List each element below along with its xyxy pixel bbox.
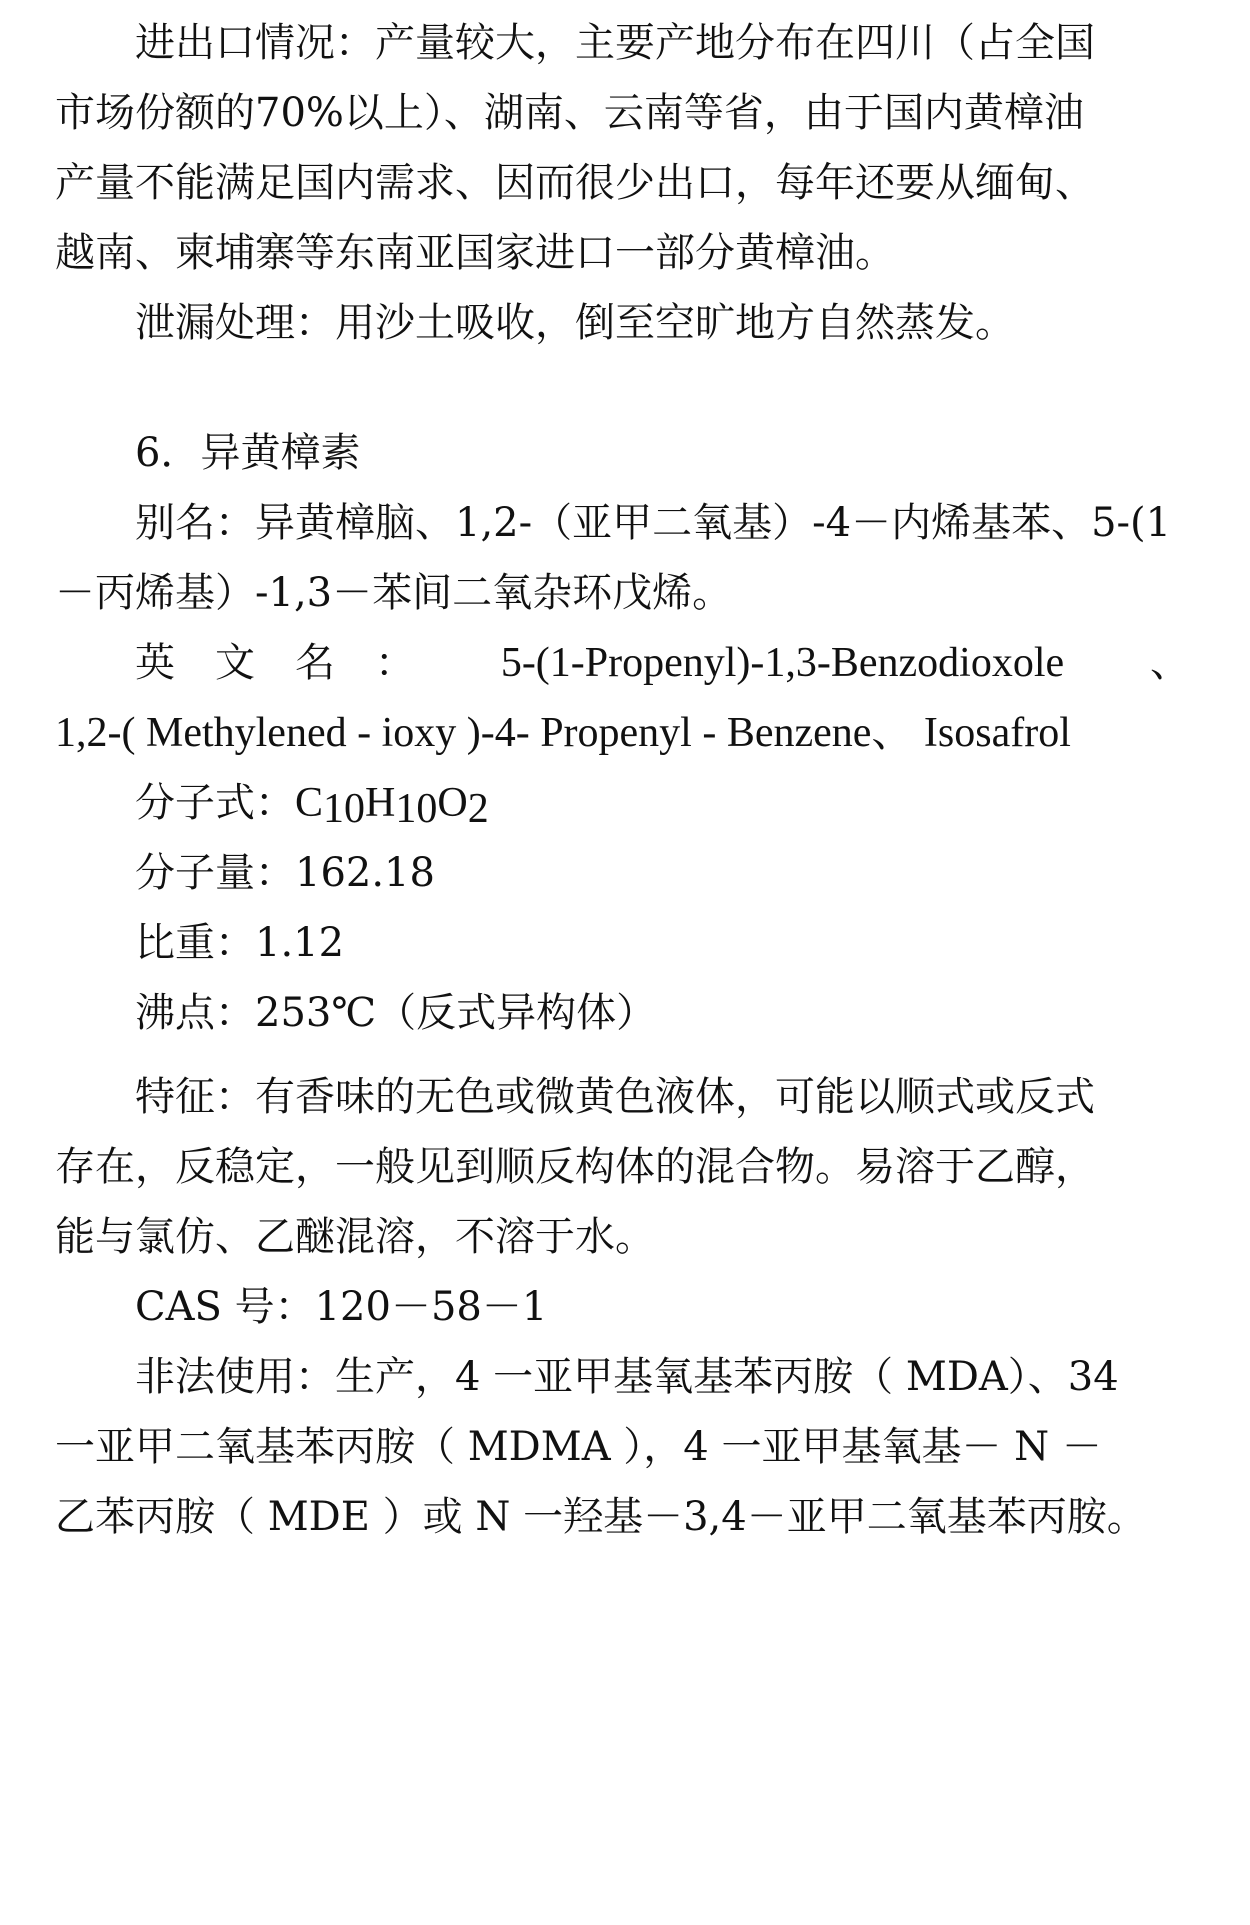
illegal-use-line-2: 一亚甲二氧基苯丙胺（ MDMA ），4 一亚甲基氧基－ N － bbox=[55, 1424, 1102, 1470]
boiling-point: 沸点：253℃（反式异构体） bbox=[135, 990, 657, 1036]
specific-gravity: 比重：1.12 bbox=[135, 920, 345, 966]
formula-c-subscript: 10 bbox=[323, 786, 366, 832]
features-line-3: 能与氯仿、乙醚混溶，不溶于水。 bbox=[55, 1214, 655, 1260]
illegal-use-line-1: 非法使用：生产，4 一亚甲基氧基苯丙胺（ MDA）、34 bbox=[135, 1354, 1119, 1400]
formula-o: O bbox=[437, 780, 468, 826]
leak-handling-line: 泄漏处理：用沙土吸收，倒至空旷地方自然蒸发。 bbox=[135, 300, 1015, 346]
import-export-line-3: 产量不能满足国内需求、因而很少出口，每年还要从缅甸、 bbox=[55, 160, 1095, 206]
import-export-line-4: 越南、柬埔寨等东南亚国家进口一部分黄樟油。 bbox=[55, 230, 895, 276]
import-export-line-1: 进出口情况：产量较大，主要产地分布在四川（占全国 bbox=[135, 20, 1095, 66]
formula-h: H bbox=[365, 780, 396, 826]
english-name-line-1 bbox=[135, 638, 1190, 688]
section-heading: 6．异黄樟素 bbox=[135, 430, 361, 476]
alias-line-1: 别名：异黄樟脑、1,2-（亚甲二氧基）-4－内烯基苯、5-(1 bbox=[135, 500, 1172, 546]
formula-c: C bbox=[295, 780, 324, 826]
formula-label: 分子式： bbox=[135, 780, 295, 826]
formula-o-subscript: 2 bbox=[467, 786, 489, 832]
molecular-formula bbox=[135, 778, 489, 832]
english-name-label: 英 文 名 ： bbox=[135, 640, 415, 686]
english-name-value-1: 5-(1-Propenyl)-1,3-Benzodioxole bbox=[500, 640, 1065, 686]
illegal-use-line-3: 乙苯丙胺（ MDE ）或 N 一羟基－3,4－亚甲二氧基苯丙胺。 bbox=[55, 1494, 1147, 1540]
molecular-weight: 分子量：162.18 bbox=[135, 850, 435, 896]
formula-h-subscript: 10 bbox=[395, 786, 438, 832]
features-line-2: 存在，反稳定，一般见到顺反构体的混合物。易溶于乙醇， bbox=[55, 1144, 1095, 1190]
alias-line-2: －丙烯基）-1,3－苯间二氧杂环戊烯。 bbox=[55, 570, 733, 616]
features-line-1: 特征：有香味的无色或微黄色液体，可能以顺式或反式 bbox=[135, 1074, 1095, 1120]
english-name-line-2: 1,2-( Methylened - ioxy )-4- Propenyl - Benzene、 Isosafrol bbox=[55, 710, 1071, 756]
english-name-separator: 、 bbox=[1149, 640, 1190, 686]
import-export-line-2: 市场份额的70%以上）、湖南、云南等省，由于国内黄樟油 bbox=[55, 90, 1084, 136]
cas-number: CAS 号：120－58－1 bbox=[135, 1284, 548, 1330]
